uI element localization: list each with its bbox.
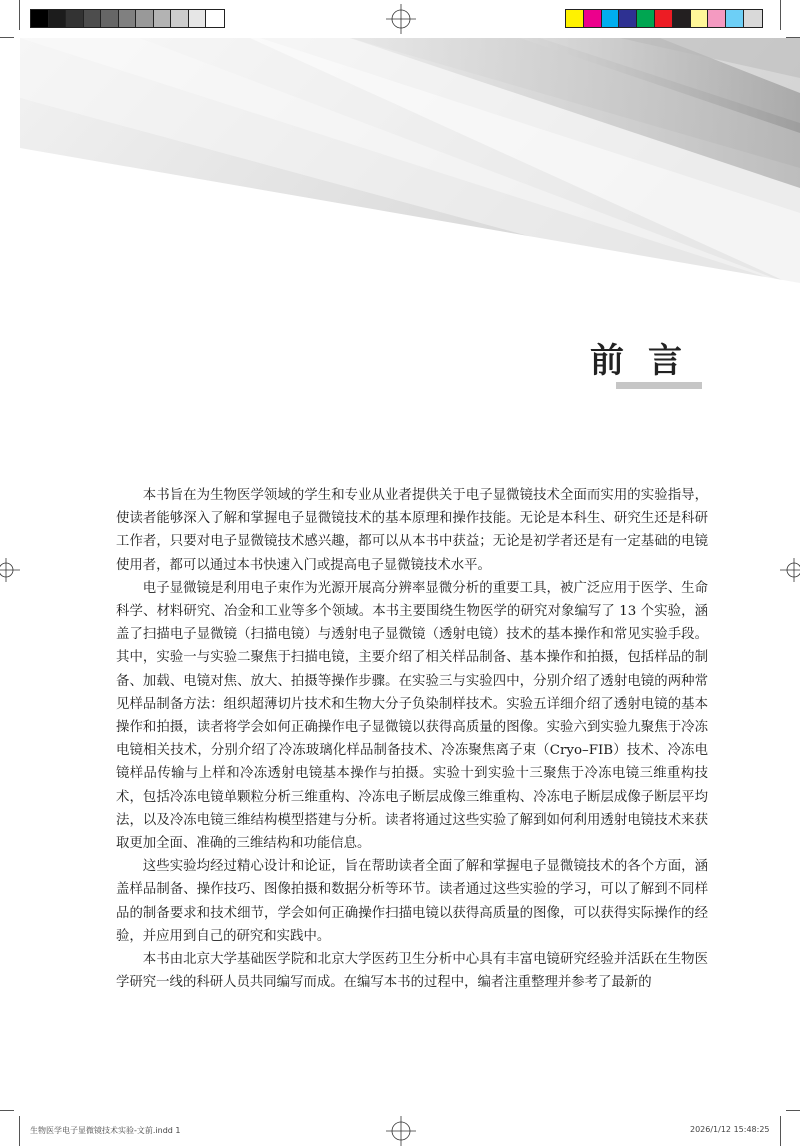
color-swatch <box>171 10 189 27</box>
crop-mark <box>19 1116 20 1146</box>
color-swatch <box>584 10 602 27</box>
paragraph: 本书旨在为生物医学领域的学生和专业从业者提供关于电子显微镜技术全面而实用的实验指导，使读者能够深入了解和掌握电子显微镜技术的基本原理和操作技能。无论是本科生、研究生还是科研工作者，只要对电子显微镜技术感兴趣，都可以从本书中获益；无论是初学者还是有一定基础的电镜使用者，都可以通过本书快速入门或提高电子显微镜技术水平。 <box>116 488 708 573</box>
paragraph: 电子显微镜是利用电子束作为光源开展高分辨率显微分析的重要工具，被广泛应用于医学、生命科学、材料研究、冶金和工业等多个领域。本书主要围绕生物医学的研究对象编写了 13 个实验，涵盖了扫描电子显微镜（扫描电镜）与透射电子显微镜（透射电镜）技术的基本操作和常见实验手段。其中，实验一与实验二聚焦于扫描电镜，主要介绍了相关样品制备、基本操作和拍摄，包括样品的制备、加载、电镜对焦、放大、拍摄等操作步骤。在实验三与实验四中，分别介绍了透射电镜的两种常见样品制备方法：组织超薄切片技术和生物大分子负染制样技术。实验五详细介绍了透射电镜的基本操作和拍摄，读者将学会如何正确操作电子显微镜以获得高质量的图像。实验六到实验九聚焦于冷冻电镜相关技术，分别介绍了冷冻玻璃化样品制备技术、冷冻聚焦离子束（Cryo–FIB）技术、冷冻电镜样品传输与上样和冷冻透射电镜基本操作与拍摄。实验十到实验十三聚焦于冷冻电镜三维重构技术，包括冷冻电镜单颗粒分析三维重构、冷冻电子断层成像三维重构、冷冻电子断层成像子断层平均法，以及冷冻电镜三维结构模型搭建与分析。读者将通过这些实验了解到如何利用透射电镜技术来获取更加全面、准确的三维结构和功能信息。 <box>116 580 708 852</box>
color-swatch <box>136 10 154 27</box>
color-swatch <box>66 10 84 27</box>
color-swatch <box>673 10 691 27</box>
crop-mark <box>786 1110 800 1111</box>
footer-filename: 生物医学电子显微镜技术实验-文前.indd 1 <box>30 1126 181 1135</box>
right-registration-mark <box>780 558 800 582</box>
crop-mark <box>780 0 781 30</box>
top-registration-mark <box>386 4 416 34</box>
crop-mark <box>0 37 14 38</box>
color-swatch <box>189 10 207 27</box>
color-swatch <box>154 10 172 27</box>
crop-mark <box>19 0 20 30</box>
color-calibration-bar <box>565 9 763 28</box>
grayscale-calibration-bar <box>30 9 225 28</box>
paragraph: 本书由北京大学基础医学院和北京大学医药卫生分析中心具有丰富电镜研究经验并活跃在生物医学研究一线的科研人员共同编写而成。在编写本书的过程中，编者注重整理并参考了最新的 <box>116 952 708 991</box>
color-swatch <box>655 10 673 27</box>
color-swatch <box>101 10 119 27</box>
color-swatch <box>619 10 637 27</box>
decorative-banner <box>20 38 800 288</box>
color-swatch <box>637 10 655 27</box>
section-heading: 前言 <box>590 341 706 381</box>
bottom-registration-mark <box>386 1116 416 1146</box>
color-swatch <box>726 10 744 27</box>
color-swatch <box>49 10 67 27</box>
color-swatch <box>708 10 726 27</box>
color-swatch <box>84 10 102 27</box>
heading-underline <box>616 382 702 389</box>
crop-mark <box>780 1116 781 1146</box>
color-swatch <box>206 10 224 27</box>
paragraph: 这些实验均经过精心设计和论证，旨在帮助读者全面了解和掌握电子显微镜技术的各个方面，涵盖样品制备、操作技巧、图像拍摄和数据分析等环节。读者通过这些实验的学习，可以了解到不同样品的制备要求和技术细节，学会如何正确操作扫描电镜以获得高质量的图像，可以获得实际操作的经验，并应用到自己的研究和实践中。 <box>116 859 708 944</box>
color-swatch <box>744 10 762 27</box>
color-swatch <box>691 10 709 27</box>
color-swatch <box>602 10 620 27</box>
color-swatch <box>31 10 49 27</box>
footer-timestamp: 2026/1/12 15:48:25 <box>690 1125 770 1134</box>
left-registration-mark <box>0 558 20 582</box>
color-swatch <box>119 10 137 27</box>
crop-mark <box>0 1110 14 1111</box>
color-swatch <box>566 10 584 27</box>
preface-body <box>116 484 708 994</box>
